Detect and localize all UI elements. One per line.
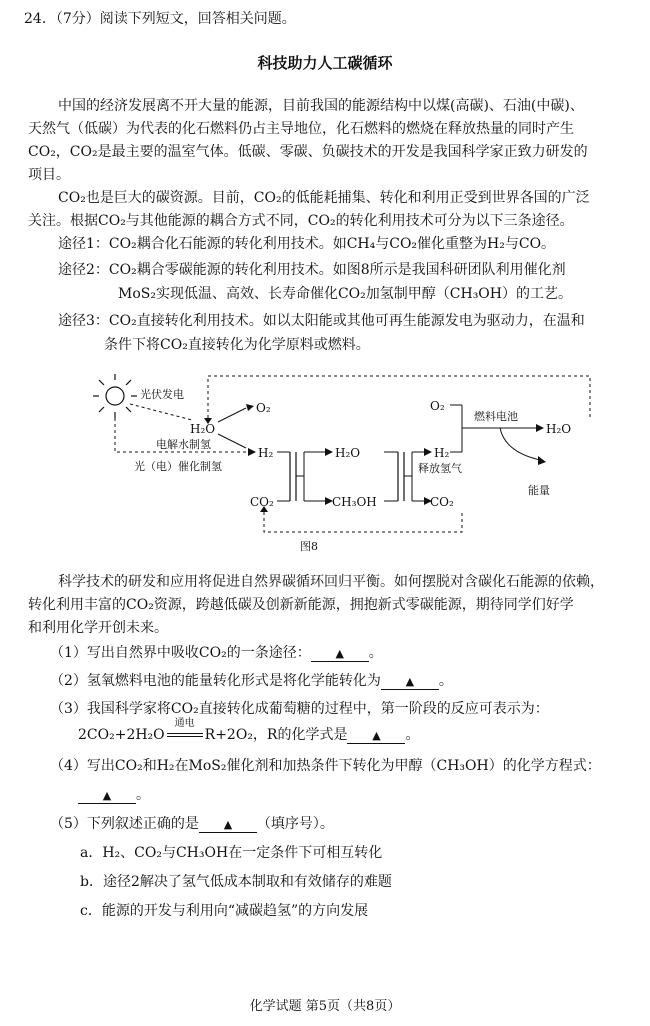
label-photo-catalysis: 光（电）催化制氢 [134,460,222,473]
passage-p1-line4: 项目。 [28,167,70,183]
question-4-line1: （4）写出CO₂和H₂在MoS₂催化剂和加热条件下转化为甲醇（CH₃OH）的化学方程式： [50,758,601,774]
label-co2-right: CO₂ [430,495,454,509]
label-ch3oh: CH₃OH [332,495,377,509]
label-h2-left: H₂ [258,446,274,460]
label-energy: 能量 [528,484,550,497]
label-pv: 光伏发电 [140,388,184,401]
question-2: （2）氢氧燃料电池的能量转化形式是将化学能转化为 ▲ 。 [50,673,453,689]
passage-p2-line2: 关注。根据CO₂与其他能源的耦合方式不同，CO₂的转化利用技术可分为以下三条途径。 [28,213,574,229]
label-electrolysis: 电解水制氢 [156,438,211,451]
passage-p3-line1: 科学技术的研发和应用将促进自然界碳循环回归平衡。如何摆脱对含碳化石能源的依赖， [58,574,604,590]
option-b: b．途径2解决了氢气低成本制取和有效储存的难题 [80,874,392,890]
label-co2-left: CO₂ [250,495,274,509]
label-fuel-cell: 燃料电池 [474,410,518,423]
passage-p3-line3: 和利用化学开创未来。 [28,620,168,636]
question-3-line1: （3）我国科学家将CO₂直接转化成葡萄糖的过程中，第一阶段的反应可表示为： [50,701,549,717]
label-h2o-left: H₂O [190,422,216,436]
question-4-answer: ▲ 。 [78,784,150,806]
question-header: 24．（7分）阅读下列短文，回答相关问题。 [24,11,296,27]
passage-p3-line2: 转化利用丰富的CO₂资源，跨越低碳及创新新能源，拥抱新式零碳能源，期待同学们好学 [28,597,574,613]
answer-blank-5[interactable]: ▲ [199,818,257,833]
label-h2o-out: H₂O [546,422,572,436]
label-release-h2: 释放氢气 [418,462,462,475]
passage-p2-line1: CO₂也是巨大的碳资源。目前，CO₂的低能耗捕集、转化和利用正受到世界各国的广泛 [58,190,590,206]
question-3-equation: 2CO₂+2H₂O 通电 R+2O₂，R的化学式是 ▲ 。 [78,718,420,743]
route-1: 途径1：CO₂耦合化石能源的转化利用技术。如CH₄与CO₂催化重整为H₂与CO。 [58,236,556,252]
option-a: a．H₂、CO₂与CH₃OH在一定条件下可相互转化 [80,845,383,861]
option-c: c．能源的开发与利用向“减碳趋氢”的方向发展 [80,903,369,919]
route-2-line2: MoS₂实现低温、高效、长寿命催化CO₂加氢制甲醇（CH₃OH）的工艺。 [118,286,572,302]
question-5: （5）下列叙述正确的是 ▲ （填序号）。 [50,816,334,832]
answer-blank-3[interactable]: ▲ [347,729,405,744]
label-h2o-mid: H₂O [335,446,361,460]
label-o2-top: O₂ [256,401,271,415]
label-o2-right: O₂ [430,399,445,413]
route-3-line1: 途径3：CO₂直接转化利用技术。如以太阳能或其他可再生能源发电为驱动力，在温和 [58,313,585,329]
route-2-line1: 途径2：CO₂耦合零碳能源的转化利用技术。如图8所示是我国科研团队利用催化剂 [58,262,566,278]
answer-blank-2[interactable]: ▲ [381,675,439,690]
figure-caption: 图8 [300,540,318,553]
question-1: （1）写出自然界中吸收CO₂的一条途径： ▲ 。 [50,645,383,661]
answer-blank-1[interactable]: ▲ [311,647,369,662]
sun-icon [93,374,137,418]
article-title: 科技助力人工碳循环 [257,54,393,72]
passage-p1-line1: 中国的经济发展离不开大量的能源，目前我国的能源结构中以煤(高碳)、石油(中碳)、 [58,98,584,114]
label-h2-right: H₂ [434,446,450,460]
page-footer: 化学试题 第5页（共8页） [249,999,401,1014]
answer-blank-4[interactable]: ▲ [78,789,136,804]
figure-8-diagram [0,360,650,560]
passage-p1-line2: 天然气（低碳）为代表的化石燃料仍占主导地位，化石燃料的燃烧在释放热量的同时产生 [28,121,574,137]
passage-p1-line3: CO₂，CO₂是最主要的温室气体。低碳、零碳、负碳技术的开发是我国科学家正致力研发的 [28,144,588,160]
route-3-line2: 条件下将CO₂直接转化为化学原料或燃料。 [104,337,370,353]
